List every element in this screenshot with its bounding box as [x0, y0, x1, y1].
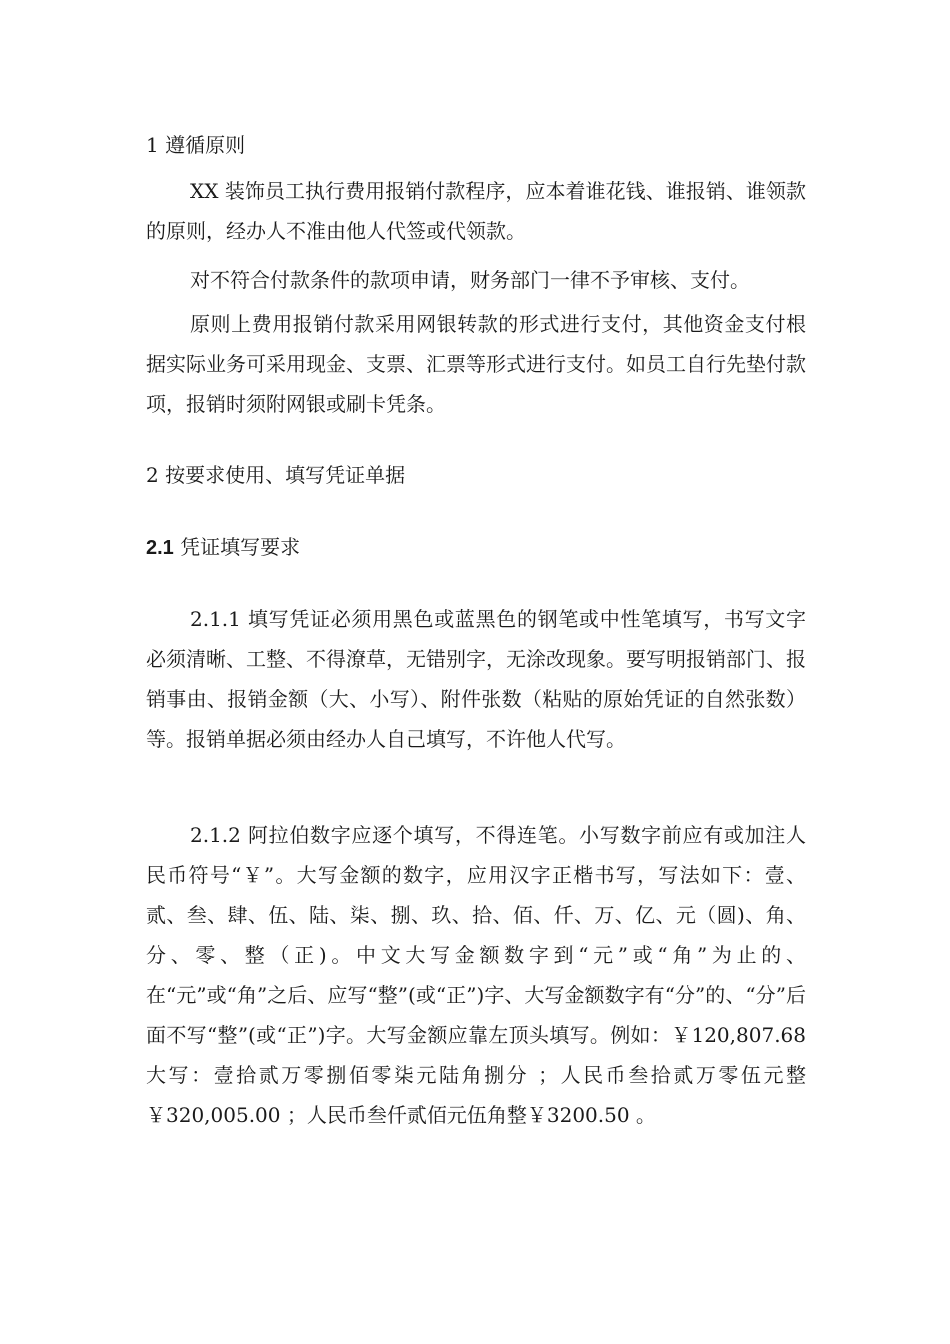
subsection-title: 凭证填写要求 — [173, 535, 301, 559]
section-heading-1: 1 遵循原则 — [146, 133, 246, 157]
section-heading-2: 2 按要求使用、填写凭证单据 — [146, 463, 406, 487]
paragraph-payment-conditions: 对不符合付款条件的款项申请，财务部门一律不予审核、支付。 — [190, 268, 750, 292]
paragraph-principle: XX 装饰员工执行费用报销付款程序，应本着谁花钱、谁报销、谁领款的原则，经办人不准由他人代签或代领款。 — [146, 179, 806, 243]
paragraph-payment-methods: 原则上费用报销付款采用网银转款的形式进行支付，其他资金支付根据实际业务可采用现金、支票、汇票等形式进行支付。如员工自行先垫付款项，报销时须附网银或刷卡凭条。 — [146, 312, 806, 416]
subsection-number: 2.1 — [146, 537, 174, 559]
paragraph-2-1-1: 2.1.1 填写凭证必须用黑色或蓝黑色的钢笔或中性笔填写，书写文字必须清晰、工整、不得潦草，无错别字，无涂改现象。要写明报销部门、报销事由、报销金额（大、小写）、附件张数（粘贴的原始凭证的自然张数）等。报销单据必须由经办人自己填写，不许他人代写。 — [146, 607, 806, 751]
paragraph-2-1-2: 2.1.2 阿拉伯数字应逐个填写，不得连笔。小写数字前应有或加注人民币符号“￥”。大写金额的数字，应用汉字正楷书写，写法如下：壹、贰、叁、肆、伍、陆、柒、捌、玖、拾、佰、仟、万、亿、元（圆)、角、分、零、整（正)。中文大写金额数字到“元”或“角”为止的、在“元”或“角”之后、应写“整”(或“正”)字、大写金额数字有“分”的、“分”后面不写“整”(或“正”)字。大写金额应靠左顶头填写。例如：￥120,807.68 大写：壹拾贰万零捌佰零柒元陆角捌分 ；人民币叁拾贰万零伍元整￥320,005.00 ；人民币叁仟贰佰元伍角整￥3200.50 。 — [146, 823, 806, 1127]
subsection-heading-2-1 — [146, 527, 806, 568]
